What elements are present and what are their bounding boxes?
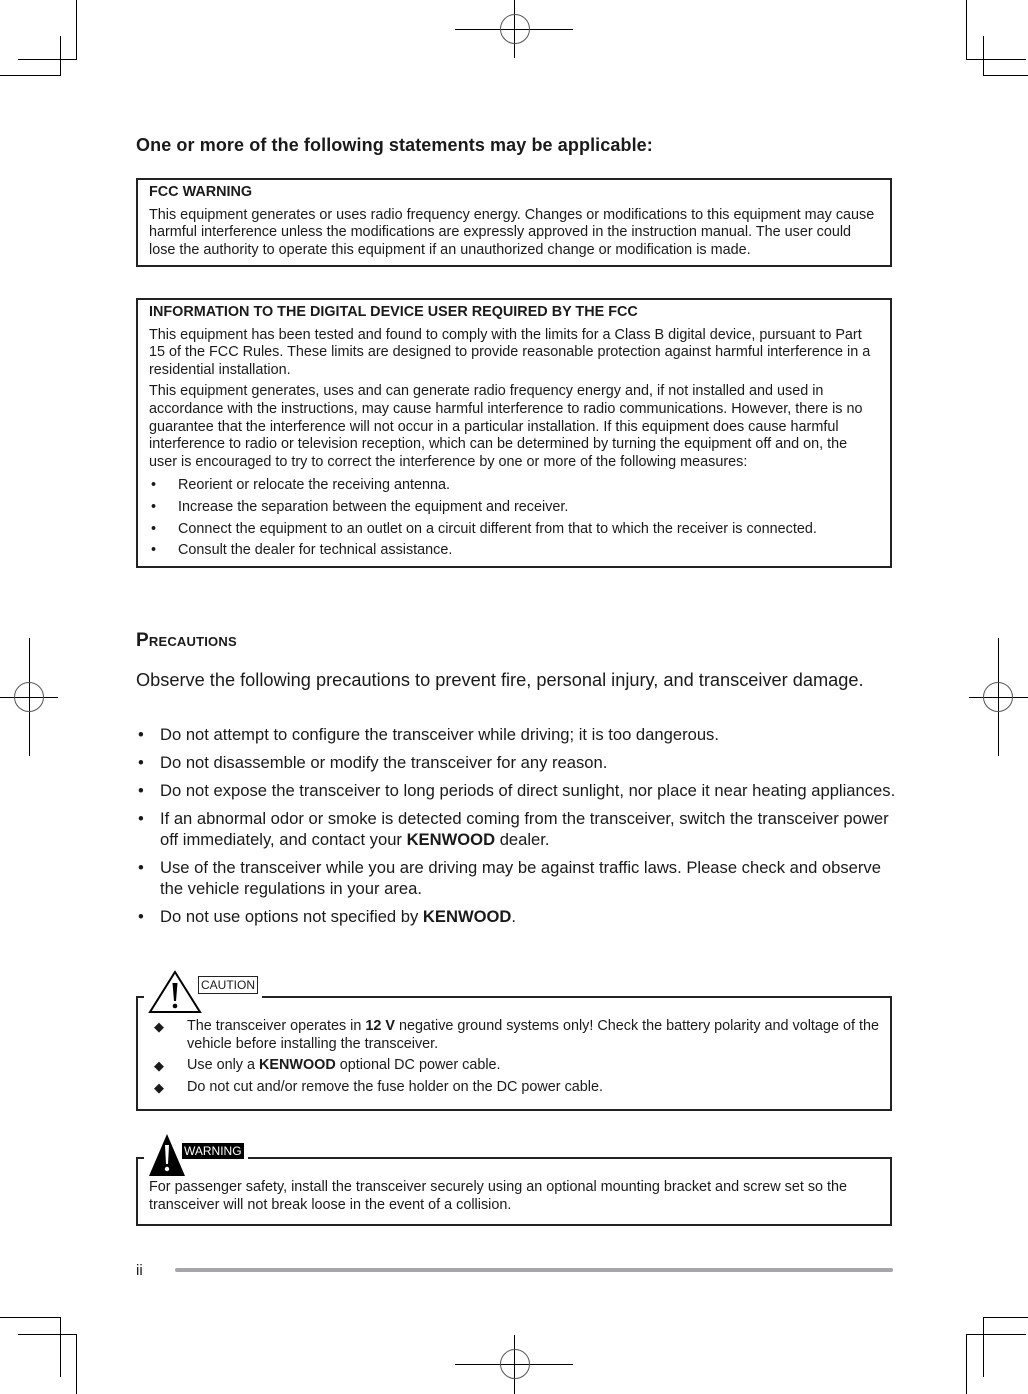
fcc-info-paragraph: This equipment generates, uses and can generate radio frequency energy and, if not installed and used in accordance with the instructions, may cause harmful interference to radio communications. However, there is no guarantee that the interference will not occur in a particular installation. If this equipment does cause harmful interference to radio or television reception, which can be determined by turning the equipment off and on, the user is encouraged to try to correct the interference by one or more of the following measures:: [149, 383, 863, 470]
brand-name: KENWOOD: [406, 830, 496, 849]
page-number: ii: [136, 1262, 143, 1279]
list-item: • Increase the separation between the equipment and receiver.: [151, 498, 569, 515]
list-item: • Do not expose the transceiver to long periods of direct sunlight, nor place it near heating appliances.: [138, 781, 896, 800]
precautions-title: Precautions: [136, 630, 237, 651]
bullet-icon: •: [138, 809, 144, 828]
fcc-info-title: INFORMATION TO THE DIGITAL DEVICE USER REQUIRED BY THE FCC: [149, 304, 638, 320]
list-item: • Reorient or relocate the receiving antenna.: [151, 477, 450, 494]
list-item: • Use of the transceiver while you are driving may be against traffic laws. Please check and observe the vehicle regulations in your area.: [138, 858, 881, 898]
warning-body: For passenger safety, install the transceiver securely using an optional mounting bracket and screw set so the transceiver will not break loose in the event of a collision.: [149, 1179, 848, 1213]
voltage-value: 12 V: [365, 1018, 395, 1034]
caution-header: [144, 970, 262, 1014]
warning-header: [144, 1133, 248, 1177]
exclamation-triangle-filled-icon: [148, 1133, 186, 1177]
list-item: • Do not disassemble or modify the transceiver for any reason.: [138, 753, 608, 772]
list-item: • Consult the dealer for technical assistance.: [151, 542, 453, 559]
fcc-warning-box: [136, 178, 892, 267]
fcc-measures-list: [149, 477, 879, 559]
bullet-icon: •: [151, 498, 157, 515]
brand-name: KENWOOD: [422, 907, 512, 926]
warning-box: [136, 1144, 892, 1226]
warning-label: WARNING: [184, 1144, 242, 1158]
list-item: ◆ The transceiver operates in 12 V negative ground systems only! Check the battery polarity and voltage of the vehicle before installing the transceiver.: [154, 1018, 879, 1052]
bullet-icon: •: [138, 781, 144, 800]
bullet-icon: •: [138, 725, 144, 744]
caution-label: CAUTION: [198, 976, 258, 994]
fcc-info-box: [136, 298, 892, 568]
diamond-bullet-icon: ◆: [154, 1058, 164, 1074]
caution-list: [149, 1018, 879, 1096]
bullet-icon: •: [138, 753, 144, 772]
bullet-icon: •: [138, 907, 144, 926]
list-item: • Do not attempt to configure the transceiver while driving; it is too dangerous.: [138, 725, 719, 744]
bullet-icon: •: [151, 542, 157, 559]
intro-heading: One or more of the following statements may be applicable:: [136, 135, 653, 155]
list-item: • Connect the equipment to an outlet on a circuit different from that to which the receiver is connected.: [151, 520, 817, 537]
fcc-info-paragraph: This equipment has been tested and found to comply with the limits for a Class B digital device, pursuant to Part 15 of the FCC Rules. These limits are designed to provide reasonable protection against harmful interference in a residential installation.: [149, 326, 871, 378]
precautions-list: [136, 724, 896, 934]
list-item: ◆ Use only a KENWOOD optional DC power cable.: [154, 1057, 501, 1074]
footer-rule: [175, 1268, 893, 1272]
caution-box: [136, 978, 892, 1111]
list-item: • If an abnormal odor or smoke is detected coming from the transceiver, switch the transceiver power off immediately, and contact your KENWOOD dealer.: [138, 809, 889, 849]
exclamation-triangle-outline-icon: [148, 970, 202, 1014]
precautions-intro: Observe the following precautions to prevent fire, personal injury, and transceiver damage.: [136, 670, 864, 690]
fcc-warning-title: FCC WARNING: [149, 184, 253, 200]
diamond-bullet-icon: ◆: [154, 1079, 164, 1095]
bullet-icon: •: [138, 858, 144, 877]
list-item: ◆ Do not cut and/or remove the fuse holder on the DC power cable.: [154, 1078, 603, 1095]
brand-name: KENWOOD: [259, 1057, 336, 1074]
bullet-icon: •: [151, 477, 157, 494]
diamond-bullet-icon: ◆: [154, 1019, 164, 1034]
bullet-icon: •: [151, 520, 157, 537]
list-item: • Do not use options not specified by KENWOOD.: [138, 907, 517, 926]
fcc-warning-body: This equipment generates or uses radio frequency energy. Changes or modifications to this equipment may cause harmful interference unless the modifications are expressly approved in the instruction manual. The user could lose the authority to operate this equipment if an unauthorized change or modification is made.: [149, 206, 875, 258]
